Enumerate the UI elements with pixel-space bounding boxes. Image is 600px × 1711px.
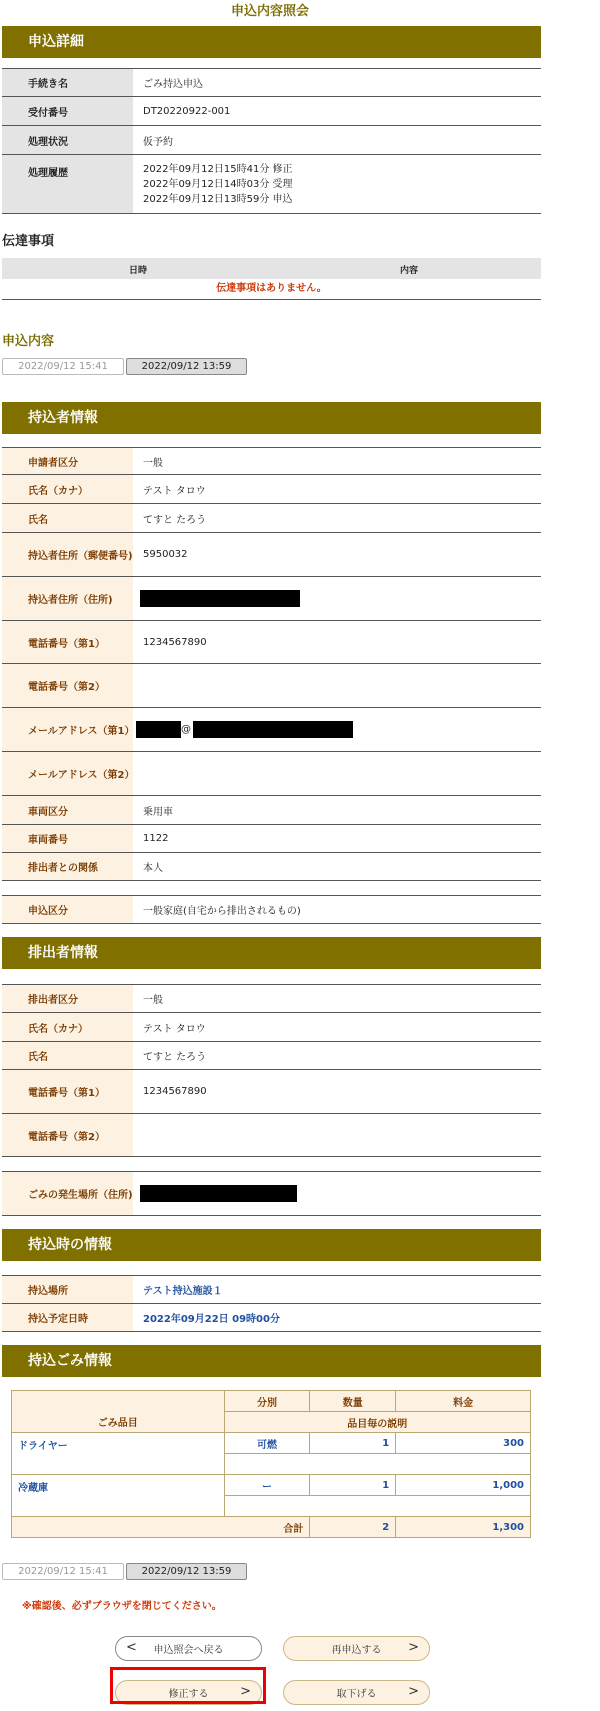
discharger-phone2-value [133,1114,541,1156]
discharger-row [2,1070,541,1114]
history-label: 処理履歴 [2,155,133,213]
chevron-right-icon: > [408,1684,419,1699]
category-value: 一般家庭(自宅から排出されるもの) [143,906,301,917]
col-type-header: 分別 [224,1391,310,1412]
discharger-banner: 排出者情報 [2,937,541,969]
vehicle-type-value: 乗用車 [143,806,173,818]
location-label: ごみの発生場所（住所) [2,1172,133,1215]
withdraw-label: 取下げる [336,1689,377,1700]
name-value: てすと たろう [143,514,207,526]
version-tab-original[interactable]: 2022/09/12 13:59 [126,358,247,375]
discharger-name-label: 氏名 [2,1042,133,1069]
discharger-kana-value: テスト タロウ [143,1023,206,1035]
carrier-row [2,664,541,708]
withdraw-button[interactable] [283,1680,430,1705]
detail-row-status [2,126,541,155]
history-entry: 2022年09月12日13時59分 申込 [143,194,293,205]
delivery-row [2,1275,541,1304]
notices-col-date: 日時 [129,266,148,276]
reapply-button[interactable] [283,1636,430,1661]
status-value: 仮予約 [143,136,173,148]
carrier-row [2,796,541,825]
email1-label: メールアドレス（第1） [2,708,133,751]
detail-banner: 申込詳細 [2,26,541,58]
place-label: 持込場所 [2,1276,133,1303]
footer-version-tab-latest[interactable]: 2022/09/12 15:41 [2,1563,124,1580]
relation-value: 本人 [143,863,163,874]
chevron-right-icon: > [408,1640,419,1655]
discharger-type-value: 一般 [143,995,163,1006]
applicant-type-label: 申請者区分 [2,448,133,474]
col-qty-header: 数量 [310,1391,396,1412]
item-qty: 1 [310,1433,396,1454]
procedure-label: 手続き名 [2,69,133,96]
redacted-location [140,1185,297,1202]
reapply-label: 再申込する [331,1645,382,1656]
carrier-row [2,853,541,881]
item-fee: 1,000 [396,1475,531,1496]
discharger-phone1-value: 1234567890 [143,1086,207,1097]
item-desc [224,1496,530,1517]
redacted-email-domain [193,721,353,738]
relation-label: 排出者との関係 [2,853,133,880]
delivery-row [2,1304,541,1332]
discharger-row [2,1013,541,1042]
postal-value: 5950032 [143,549,188,560]
version-tab-latest[interactable]: 2022/09/12 15:41 [2,358,124,375]
email2-value [133,752,541,795]
carrier-row [2,752,541,796]
item-qty: 1 [310,1475,396,1496]
waste-banner: 持込ごみ情報 [2,1345,541,1377]
phone1-value: 1234567890 [143,636,207,648]
notices-col-content: 内容 [400,266,419,276]
discharger-name-value: てすと たろう [143,1052,207,1063]
total-label: 合計 [12,1517,310,1538]
notices-empty-message: 伝達事項はありません。 [2,280,541,300]
carrier-row [2,621,541,664]
col-fee-header: 料金 [396,1391,531,1412]
history-entry: 2022年09月12日15時41分 修正 [143,164,293,175]
email-at-sign: @ [181,724,191,735]
close-browser-warning: ※確認後、必ずブラウザを閉じてください。 [22,1601,222,1612]
table-row [12,1475,531,1496]
delivery-banner: 持込時の情報 [2,1229,541,1261]
footer-version-tab-original[interactable]: 2022/09/12 13:59 [126,1563,247,1580]
redacted-address [140,590,300,607]
item-type: ー [224,1475,310,1496]
chevron-left-icon: < [126,1640,137,1655]
detail-row-history [2,155,541,214]
status-label: 処理状況 [2,126,133,154]
notices-table-header [2,258,541,279]
vehicle-number-label: 車両番号 [2,825,133,852]
item-name: ドライヤー [12,1433,225,1475]
col-item-header: ごみ品目 [12,1391,225,1433]
place-value: テスト持込施設１ [143,1286,223,1297]
discharger-kana-label: 氏名（カナ） [2,1013,133,1041]
phone1-label: 電話番号（第1） [2,621,133,663]
address-label: 持込者住所（住所) [2,577,133,620]
category-row [2,895,541,924]
item-desc [224,1454,530,1475]
address-value [133,577,541,620]
phone2-label: 電話番号（第2） [2,664,133,707]
discharger-row [2,1042,541,1070]
date-value: 2022年09月22日 09時00分 [143,1314,280,1325]
total-fee: 1,300 [396,1517,531,1538]
redacted-email-user [136,721,181,738]
phone2-value [133,664,541,707]
item-fee: 300 [396,1433,531,1454]
detail-row-receipt [2,97,541,126]
carrier-row [2,447,541,475]
item-type: 可燃 [224,1433,310,1454]
date-label: 持込予定日時 [2,1304,133,1331]
back-label: 申込照会へ戻る [153,1645,224,1656]
location-row [2,1171,541,1216]
discharger-row [2,984,541,1013]
col-desc-header: 品目毎の説明 [224,1412,530,1433]
content-heading: 申込内容 [2,334,55,349]
carrier-row [2,577,541,621]
discharger-phone1-label: 電話番号（第1） [2,1070,133,1113]
carrier-row [2,475,541,504]
name-kana-label: 氏名（カナ） [2,475,133,503]
history-entry: 2022年09月12日14時03分 受理 [143,179,293,190]
email1-value [133,708,541,751]
notices-heading: 伝達事項 [2,234,55,249]
carrier-row [2,708,541,752]
total-qty: 2 [310,1517,396,1538]
category-label: 申込区分 [2,896,133,923]
receipt-value: DT20220922-001 [143,105,231,117]
applicant-type-value: 一般 [143,457,163,469]
waste-header-row [12,1391,531,1412]
name-label: 氏名 [2,504,133,532]
detail-row-procedure [2,68,541,97]
carrier-row [2,533,541,577]
back-to-inquiry-button[interactable] [115,1636,262,1661]
page-title: 申込内容照会 [230,4,309,19]
receipt-label: 受付番号 [2,97,133,125]
procedure-value: ごみ持込申込 [143,79,203,90]
discharger-row [2,1114,541,1157]
postal-label: 持込者住所（郵便番号) [2,533,133,576]
vehicle-type-label: 車両区分 [2,796,133,824]
waste-table [11,1390,531,1538]
table-row [12,1433,531,1454]
vehicle-number-value: 1122 [143,833,169,844]
total-row [12,1517,531,1538]
discharger-type-label: 排出者区分 [2,985,133,1012]
edit-button-highlight [110,1667,266,1704]
location-value [133,1172,541,1215]
carrier-row [2,504,541,533]
chevron-right-icon: > [240,1684,251,1699]
carrier-banner: 持込者情報 [2,402,541,434]
history-list [133,155,541,213]
name-kana-value: テスト タロウ [143,485,206,497]
edit-label: 修正する [168,1689,209,1700]
discharger-phone2-label: 電話番号（第2） [2,1114,133,1156]
item-name: 冷蔵庫 [12,1475,225,1517]
carrier-row [2,825,541,853]
email2-label: メールアドレス（第2） [2,752,133,795]
